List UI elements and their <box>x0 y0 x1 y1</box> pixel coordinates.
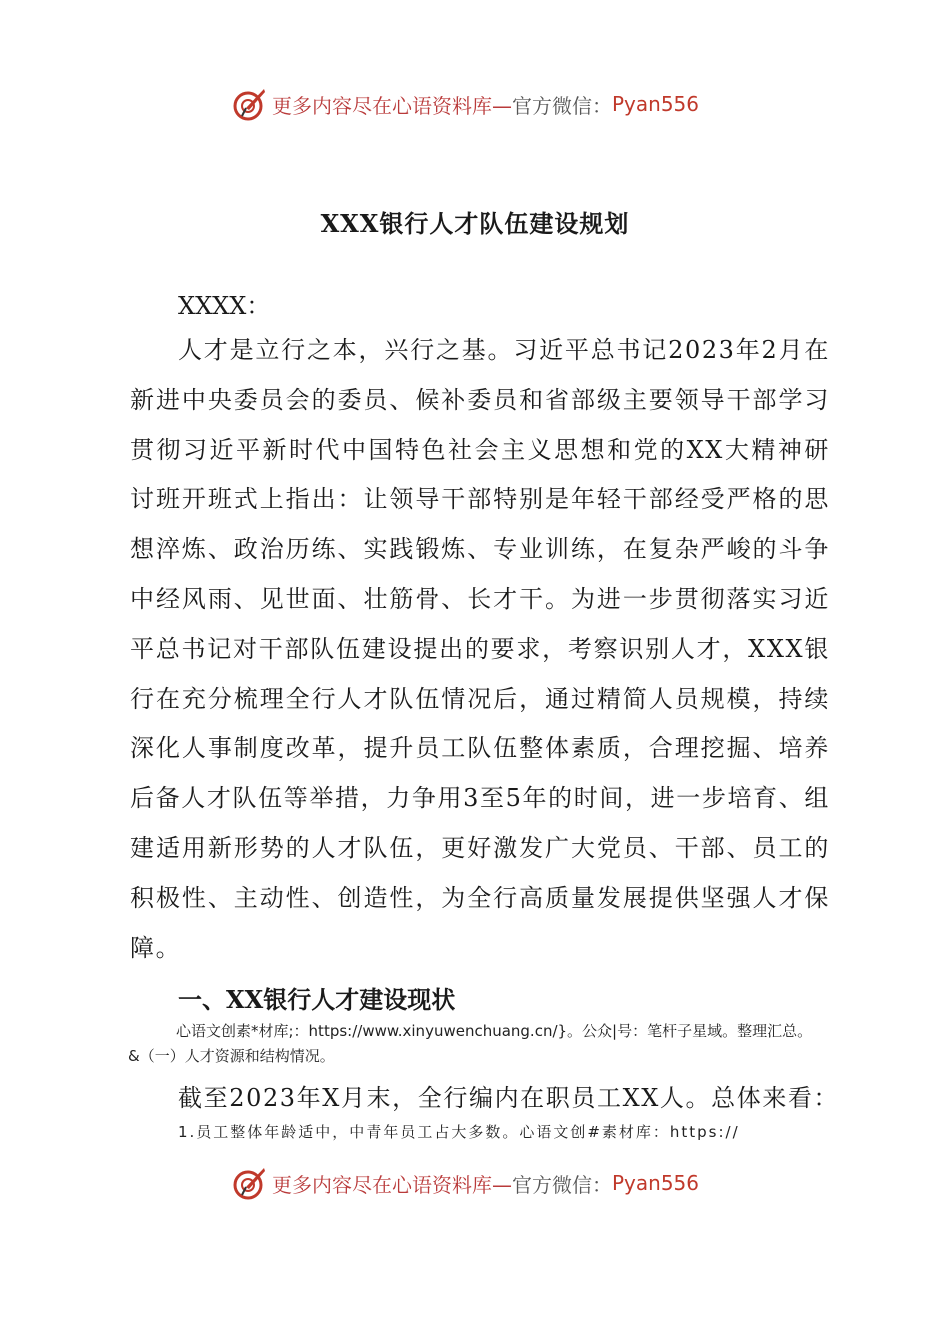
header-banner <box>232 84 699 124</box>
quill-pen-logo-icon <box>232 86 268 122</box>
subsection-line: &（一）人才资源和结构情况。 <box>128 1047 335 1065</box>
banner-wechat-id: Pyan556 <box>612 1171 700 1195</box>
banner-text: 更多内容尽在心语资料库— <box>272 93 512 118</box>
intro-paragraph: 人才是立行之本，兴行之基。习近平总书记2023年2月在新进中央委员会的委员、候补委员和省部级主要领导干部学习贯彻习近平新时代中国特色社会主义思想和党的XX大精神研讨班开班式上指出：让领导干部特别是年轻干部经受严格的思想淬炼、政治历练、实践锻炼、专业训练，在复杂严峻的斗争中经风雨、见世面、壮筋骨、长才干。为进一步贯彻落实习近平总书记对干部队伍建设提出的要求，考察识别人才，XXX银行在充分梳理全行人才队伍情况后，通过精简人员规模，持续深化人事制度改革，提升员工队伍整体素质，合理挖掘、培养后备人才队伍等举措，力争用3至5年的时间，进一步培育、组建适用新形势的人才队伍，更好激发广大党员、干部、员工的积极性、主动性、创造性，为全行高质量发展提供坚强人才保障。 <box>130 336 830 962</box>
banner-wechat-id: Pyan556 <box>612 92 700 116</box>
banner-wechat-label: 官方微信： <box>512 1172 612 1197</box>
footer-banner <box>232 1163 699 1203</box>
section-heading: 一、XX银行人才建设现状 <box>178 985 456 1014</box>
quill-pen-logo-icon <box>232 1165 268 1201</box>
banner-text: 更多内容尽在心语资料库— <box>272 1172 512 1197</box>
banner-wechat-label: 官方微信： <box>512 93 612 118</box>
document-title: XXX银行人才队伍建设规划 <box>320 209 630 238</box>
watermark-line: 心语文创素*材库;：https://www.xinyuwenchuang.cn/}。公众|号：笔杆子星域。整理汇总。 <box>176 1022 813 1040</box>
salutation: XXXX： <box>178 292 271 320</box>
stat-line: 截至2023年X月末，全行编内在职员工XX人。总体来看： <box>178 1084 840 1112</box>
list-item: 1.员工整体年龄适中，中青年员工占大多数。心语文创#素材库：https:// <box>178 1123 740 1141</box>
